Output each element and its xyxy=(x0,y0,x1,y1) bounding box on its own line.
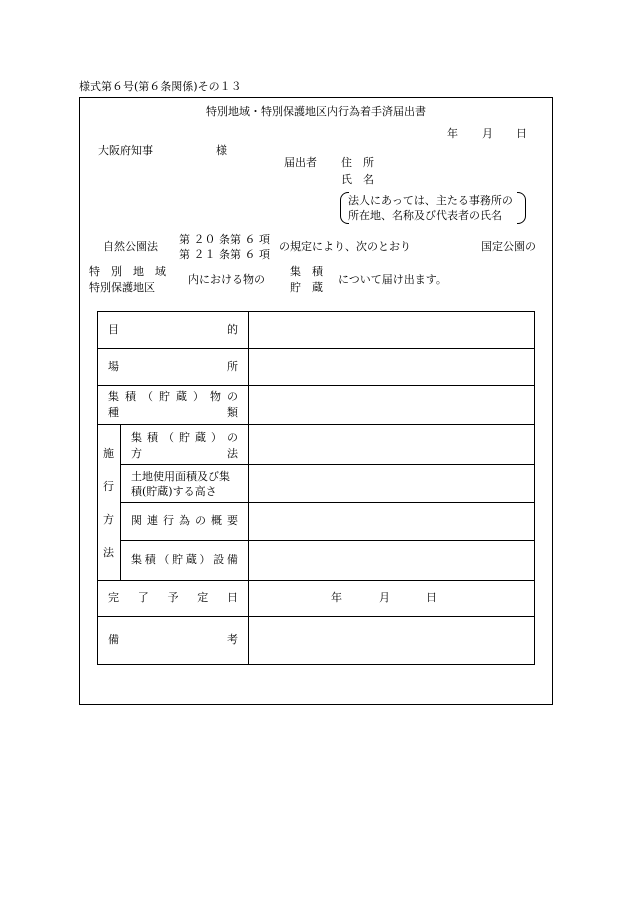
corporate-note xyxy=(340,192,526,224)
label-method-line2: 方 法 xyxy=(131,447,238,460)
label-place: 場 所 xyxy=(108,360,238,373)
label-land-line2: 積(貯蔵)する高さ xyxy=(131,485,217,498)
address-label: 住 所 xyxy=(341,156,374,169)
label-facility: 集 積 （ 貯 蔵 ） 設 備 xyxy=(131,553,238,566)
applicant-label: 届出者 xyxy=(284,156,317,169)
label-method-line1: 集 積 （ 貯 蔵 ） の xyxy=(131,431,238,444)
label-item-type-line2: 種 類 xyxy=(108,406,238,419)
date-month-label: 月 xyxy=(482,127,493,140)
area-b: 特別保護地区 xyxy=(89,281,155,294)
park-type: 国定公園の xyxy=(481,240,536,253)
statement-ending: について届け出ます。 xyxy=(338,273,447,286)
label-method-group: 施 行 方 法 xyxy=(103,447,114,559)
article-b: 第 ２１ 条第 ６ 項 xyxy=(179,248,270,261)
name-label: 氏 名 xyxy=(341,173,374,186)
label-related: 関 連 行 為 の 概 要 xyxy=(131,514,238,527)
label-land-line1: 土地使用面積及び集 xyxy=(131,470,230,483)
addressee-honorific: 様 xyxy=(216,144,227,157)
statement-within: 内における物の xyxy=(188,273,265,286)
right-bracket xyxy=(517,192,526,224)
area-a: 特 別 地 域 xyxy=(89,265,166,278)
addressee-name: 大阪府知事 xyxy=(98,144,153,157)
form-id: 様式第６号(第６条関係)その１３ xyxy=(79,80,242,93)
date-year-label: 年 xyxy=(447,127,458,140)
completion-day-label: 日 xyxy=(426,591,437,604)
completion-year-label: 年 xyxy=(331,591,342,604)
date-day-label: 日 xyxy=(516,127,527,140)
article-a: 第 ２０ 条第 ６ 項 xyxy=(179,233,270,246)
statement-connector: の規定により、次のとおり xyxy=(279,240,411,253)
law-name: 自然公園法 xyxy=(103,240,158,253)
label-item-type-line1: 集 積 （ 貯 蔵 ） 物 の xyxy=(108,390,238,403)
label-completion: 完 了 予 定 日 xyxy=(108,591,238,604)
label-remarks: 備 考 xyxy=(108,633,238,646)
corporate-note-line2: 所在地、名称及び代表者の氏名 xyxy=(348,209,502,222)
form-title: 特別地域・特別保護地区内行為着手済届出書 xyxy=(206,105,426,118)
act-a: 集 積 xyxy=(290,265,323,278)
act-b: 貯 蔵 xyxy=(290,281,323,294)
label-purpose-text: 目 的 xyxy=(108,323,238,336)
completion-month-label: 月 xyxy=(379,591,390,604)
corporate-note-line1: 法人にあっては、主たる事務所の xyxy=(348,194,513,207)
